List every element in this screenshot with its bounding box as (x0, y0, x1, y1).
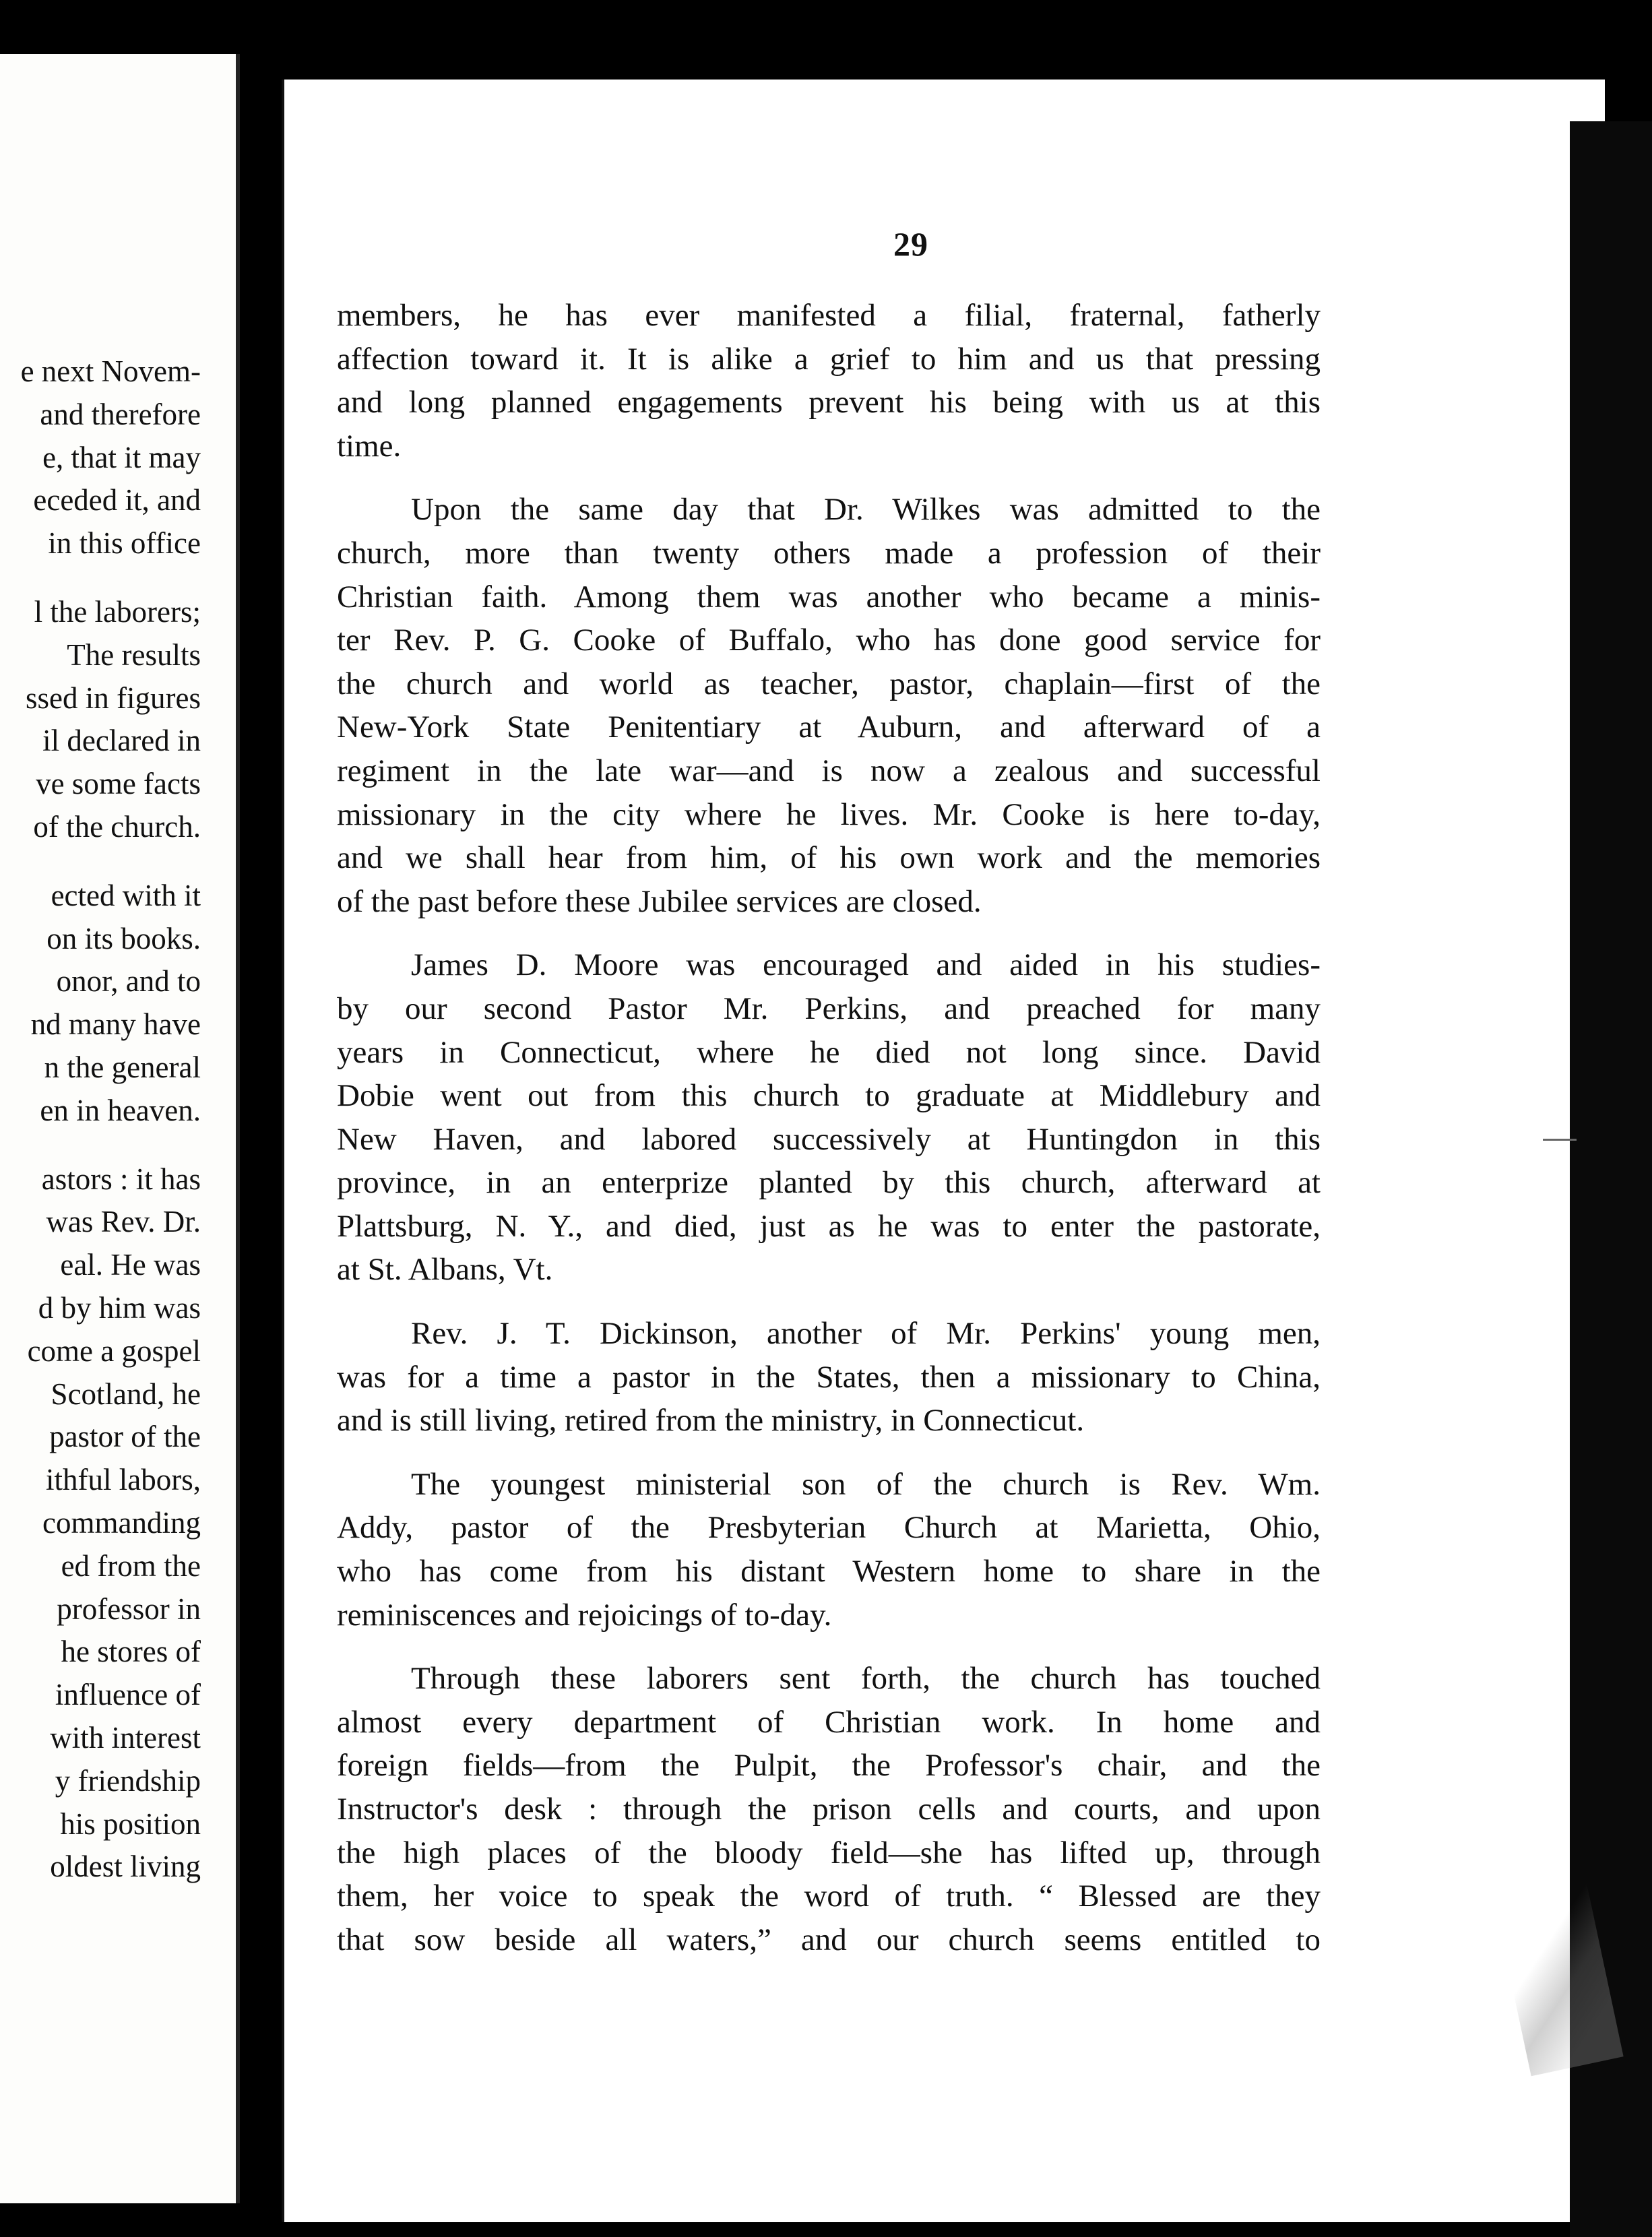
text-line: of the past before these Jubilee services are closed. (337, 883, 982, 919)
paragraph (337, 1312, 1321, 1443)
text-line: church, more than twenty others made a profession of their (337, 535, 1321, 571)
text-line: by our second Pastor Mr. Perkins, and preached for many (337, 990, 1321, 1026)
facing-page (0, 54, 240, 2203)
facing-page-line: commanding (42, 1505, 201, 1540)
page-edge-mark (1543, 1139, 1577, 1141)
facing-page-line: of the church. (33, 809, 201, 844)
facing-page-line: his position (60, 1806, 201, 1841)
text-line: members, he has ever manifested a filial, fraternal, fatherly (337, 298, 1321, 333)
facing-page-line: d by him was (38, 1290, 201, 1325)
facing-page-line: n the general (44, 1050, 201, 1084)
text-line: reminiscences and rejoicings of to-day. (337, 1597, 832, 1633)
text-line: Upon the same day that Dr. Wilkes was admitted to the (411, 492, 1321, 528)
text-line: time. (337, 428, 402, 464)
text-line: New Haven, and labored successively at Huntingdon in this (337, 1121, 1321, 1157)
text-line: and is still living, retired from the ministry, in Connecticut. (337, 1403, 1085, 1439)
text-line: them, her voice to speak the word of truth. “ Blessed are they (337, 1879, 1321, 1914)
facing-page-line: professor in (57, 1592, 201, 1626)
facing-page-line: nd many have (30, 1007, 201, 1042)
text-line: Dobie went out from this church to graduate at Middlebury and (337, 1078, 1321, 1114)
text-line: Rev. J. T. Dickinson, another of Mr. Perkins' young men, (411, 1316, 1321, 1352)
page-number: 29 (893, 225, 928, 263)
facing-page-line: and therefore (40, 397, 201, 431)
facing-page-line: e, that it may (42, 440, 201, 474)
page-body (337, 294, 1321, 1982)
facing-page-line: ve some facts (36, 767, 201, 801)
text-line: James D. Moore was encouraged and aided in his studies- (411, 947, 1321, 983)
text-line: who has come from his distant Western home to share in the (337, 1554, 1321, 1589)
paragraph (337, 943, 1321, 1292)
text-line: almost every department of Christian work. In home and (337, 1704, 1321, 1740)
text-line: regiment in the late war—and is now a zealous and successful (337, 753, 1321, 788)
text-line: affection toward it. It is alike a grief to him and us that pressing (337, 341, 1321, 377)
facing-page-gap (0, 1133, 201, 1158)
facing-page-line: he stores of (61, 1635, 201, 1669)
text-line: Christian faith. Among them was another who became a minis- (337, 579, 1321, 615)
text-line: Addy, pastor of the Presbyterian Church at Marietta, Ohio, (337, 1510, 1321, 1546)
facing-page-line: y friendship (55, 1763, 201, 1798)
facing-page-text (0, 350, 201, 1889)
text-line: province, in an enterprize planted by this church, afterward at (337, 1165, 1321, 1201)
facing-page-line: l the laborers; (34, 594, 201, 629)
text-line: Plattsburg, N. Y., and died, just as he was to enter the pastorate, (337, 1208, 1321, 1244)
facing-page-line: en in heaven. (40, 1093, 201, 1127)
text-line: foreign fields—from the Pulpit, the Professor's chair, and the (337, 1748, 1321, 1784)
text-line: at St. Albans, Vt. (337, 1252, 553, 1288)
facing-page-line: was Rev. Dr. (46, 1205, 201, 1239)
text-line: the church and world as teacher, pastor, chaplain—first of the (337, 666, 1321, 701)
book-page (282, 80, 1605, 2222)
paragraph (337, 1657, 1321, 1961)
facing-page-line: il declared in (42, 724, 201, 758)
text-line: The youngest ministerial son of the church is Rev. Wm. (411, 1466, 1321, 1502)
text-line: missionary in the city where he lives. Mr. Cooke is here to-day, (337, 796, 1321, 832)
paragraph (337, 1463, 1321, 1637)
facing-page-line: The results (67, 637, 201, 672)
facing-page-line: onor, and to (56, 964, 201, 999)
facing-page-line: pastor of the (49, 1420, 201, 1454)
text-line: New-York State Penitentiary at Auburn, and afterward of a (337, 710, 1321, 745)
paragraph (337, 294, 1321, 468)
facing-page-line: ssed in figures (26, 681, 201, 715)
facing-page-line: ed from the (61, 1548, 201, 1583)
text-line: that sow beside all waters,” and our church seems entitled to (337, 1922, 1321, 1957)
facing-page-line: with interest (50, 1720, 201, 1755)
facing-page-line: ithful labors, (46, 1463, 201, 1497)
facing-page-line: ected with it (51, 878, 201, 912)
text-line: Instructor's desk : through the prison cells and courts, and upon (337, 1792, 1321, 1827)
facing-page-line: oldest living (50, 1850, 201, 1884)
facing-page-line: in this office (48, 526, 201, 561)
facing-page-gap (0, 565, 201, 591)
facing-page-line: e next Novem- (20, 354, 201, 388)
facing-page-line: eal. He was (60, 1248, 201, 1282)
text-line: years in Connecticut, where he died not long since. David (337, 1034, 1321, 1070)
text-line: the high places of the bloody field—she has lifted up, through (337, 1835, 1321, 1870)
facing-page-line: come a gospel (27, 1333, 201, 1368)
facing-page-line: on its books. (46, 921, 201, 955)
paragraph (337, 488, 1321, 923)
text-line: and long planned engagements prevent his being with us at this (337, 385, 1321, 420)
text-line: Through these laborers sent forth, the church has touched (411, 1661, 1321, 1697)
facing-page-line: eceded it, and (33, 483, 201, 517)
facing-page-line: astors : it has (41, 1162, 201, 1196)
facing-page-line: influence of (55, 1678, 201, 1712)
facing-page-gap (0, 849, 201, 875)
text-line: was for a time a pastor in the States, then a missionary to China, (337, 1359, 1321, 1395)
facing-page-line: Scotland, he (51, 1377, 201, 1411)
text-line: and we shall hear from him, of his own work and the memories (337, 840, 1321, 876)
text-line: ter Rev. P. G. Cooke of Buffalo, who has done good service for (337, 623, 1321, 658)
